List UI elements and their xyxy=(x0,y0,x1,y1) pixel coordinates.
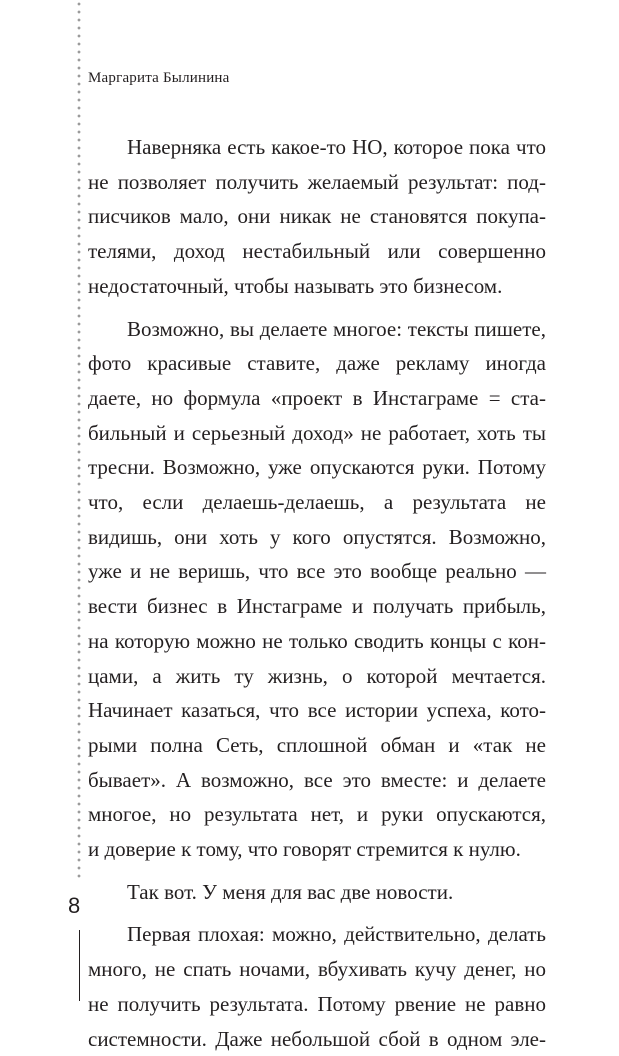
text-line: цами, а жить ту жизнь, о которой мечтается. xyxy=(88,663,546,688)
page-body xyxy=(88,130,546,1056)
text-line: уже и не веришь, что все это вообще реально — xyxy=(88,559,546,584)
text-line: что, если делаешь-делаешь, а результата не xyxy=(88,490,546,515)
text-line: недостаточный, чтобы называть это бизнесом. xyxy=(88,273,503,298)
text-line: рыми полна Сеть, сплошной обман и «так не xyxy=(88,732,546,757)
paragraph xyxy=(88,130,546,304)
running-head: Маргарита Былинина xyxy=(88,70,230,86)
text-line: Первая плохая: можно, действительно, делать xyxy=(127,922,546,947)
paragraph xyxy=(88,312,546,867)
text-line: не позволяет получить желаемый результат: под- xyxy=(88,169,546,194)
text-line: тресни. Возможно, уже опускаются руки. Потому xyxy=(88,455,546,480)
text-line: бывает». А возможно, все это вместе: и делаете xyxy=(88,767,546,792)
dotted-margin-line xyxy=(77,0,81,880)
text-line: на которую можно не только сводить концы с кон- xyxy=(88,628,546,653)
text-line: Наверняка есть какое-то НО, которое пока что xyxy=(127,135,546,159)
text-line: фото красивые ставите, даже рекламу иногда xyxy=(88,351,546,376)
text-line: вести бизнес в Инстаграме и получать прибыль, xyxy=(88,594,546,619)
text-line: многое, но результата нет, и руки опускаются, xyxy=(88,802,546,827)
text-line: видишь, они хоть у кого опустятся. Возможно, xyxy=(88,524,546,549)
text-line: системности. Даже небольшой сбой в одном эле- xyxy=(88,1026,546,1051)
page-number: 8 xyxy=(68,893,81,918)
text-line: писчиков мало, они никак не становятся покупа- xyxy=(88,204,546,229)
text-line: и доверие к тому, что говорят стремится к нулю. xyxy=(88,837,521,862)
paragraph xyxy=(88,875,546,910)
text-line: Начинает казаться, что все истории успеха, кото- xyxy=(88,698,546,723)
text-line: много, не спать ночами, вбухивать кучу денег, но xyxy=(88,957,546,982)
text-line: бильный и серьезный доход» не работает, хоть ты xyxy=(88,420,546,445)
text-line: Возможно, вы делаете многое: тексты пишете, xyxy=(127,316,546,341)
margin-rule xyxy=(79,930,80,1001)
paragraph xyxy=(88,917,546,1056)
text-line: телями, доход нестабильный или совершенно xyxy=(88,239,546,264)
text-line: Так вот. У меня для вас две новости. xyxy=(127,879,454,904)
text-line: даете, но формула «проект в Инстаграме = ста- xyxy=(88,385,546,410)
text-line: не получить результата. Потому рвение не равно xyxy=(88,991,546,1016)
